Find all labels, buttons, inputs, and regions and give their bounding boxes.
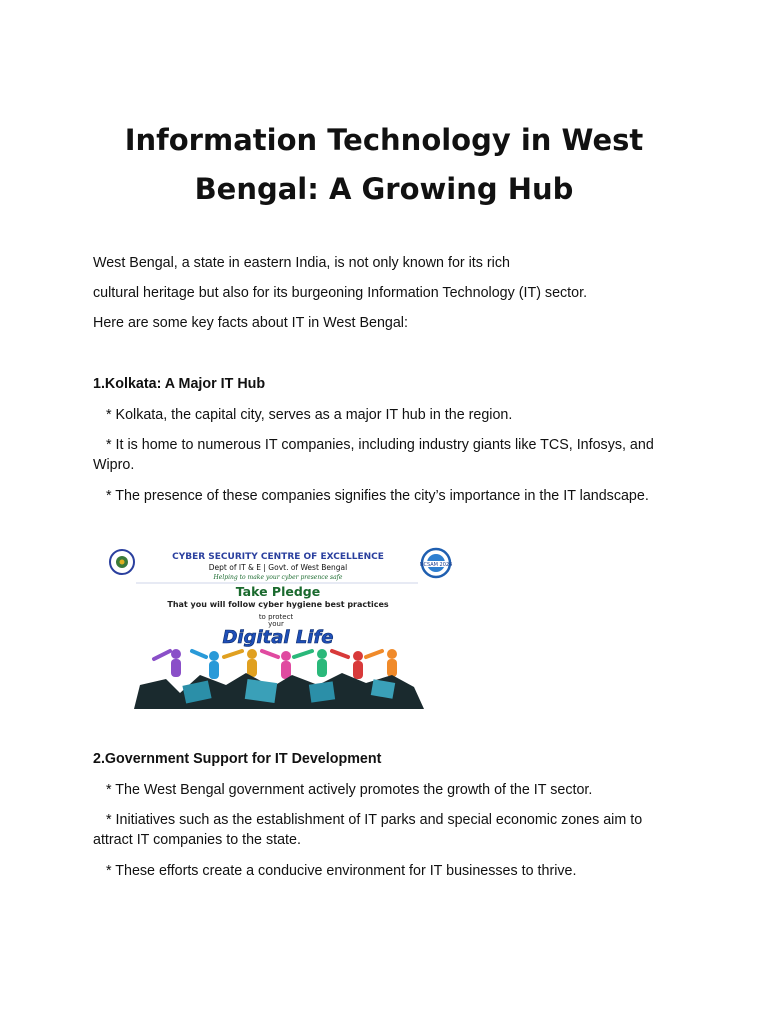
section-1-bullet-3: * The presence of these companies signifies the city’s importance in the IT landscape. xyxy=(106,488,649,504)
intro-line-1: West Bengal, a state in eastern India, is not only known for its rich xyxy=(93,255,510,271)
poster-dept: Dept of IT & E | Govt. of West Bengal xyxy=(208,563,348,572)
section-1-bullet-2: * It is home to numerous IT companies, including industry giants like TCS, Infosys, and Wipro. xyxy=(93,437,654,473)
document-title: Information Technology in West Bengal: A Growing Hub xyxy=(124,123,644,206)
cyber-pledge-poster xyxy=(96,547,458,709)
intro-line-2: cultural heritage but also for its burgeoning Information Technology (IT) sector. xyxy=(93,285,588,301)
section-2-bullet-3: * These efforts create a conducive environment for IT businesses to thrive. xyxy=(106,863,577,879)
section-1-bullet-1: * Kolkata, the capital city, serves as a major IT hub in the region. xyxy=(106,407,513,423)
govt-emblem-icon xyxy=(110,550,134,574)
poster-line-2a: to protect xyxy=(258,613,294,621)
section-2-bullet-2: * Initiatives such as the establishment of IT parks and special economic zones aim to attract IT companies to the state. xyxy=(93,812,643,848)
intro-line-3: Here are some key facts about IT in West Bengal: xyxy=(93,315,408,331)
section-1-heading: 1.Kolkata: A Major IT Hub xyxy=(93,376,266,392)
poster-tagline: Helping to make your cyber presence safe xyxy=(213,574,343,581)
ncsam-badge-icon xyxy=(420,549,453,577)
poster-header: CYBER SECURITY CENTRE OF EXCELLENCE xyxy=(172,552,384,562)
badge-label: NCSAM 2024 xyxy=(419,562,453,568)
poster-pledge: Take Pledge xyxy=(235,584,321,599)
poster-line-2b: your xyxy=(268,620,284,628)
poster-line-1: That you will follow cyber hygiene best practices xyxy=(167,600,389,609)
poster-graphic xyxy=(96,547,458,709)
poster-digital-life: Digital Life xyxy=(222,627,334,648)
section-2-bullet-1: * The West Bengal government actively promotes the growth of the IT sector. xyxy=(106,782,593,798)
section-2-heading: 2.Government Support for IT Development xyxy=(93,751,382,767)
